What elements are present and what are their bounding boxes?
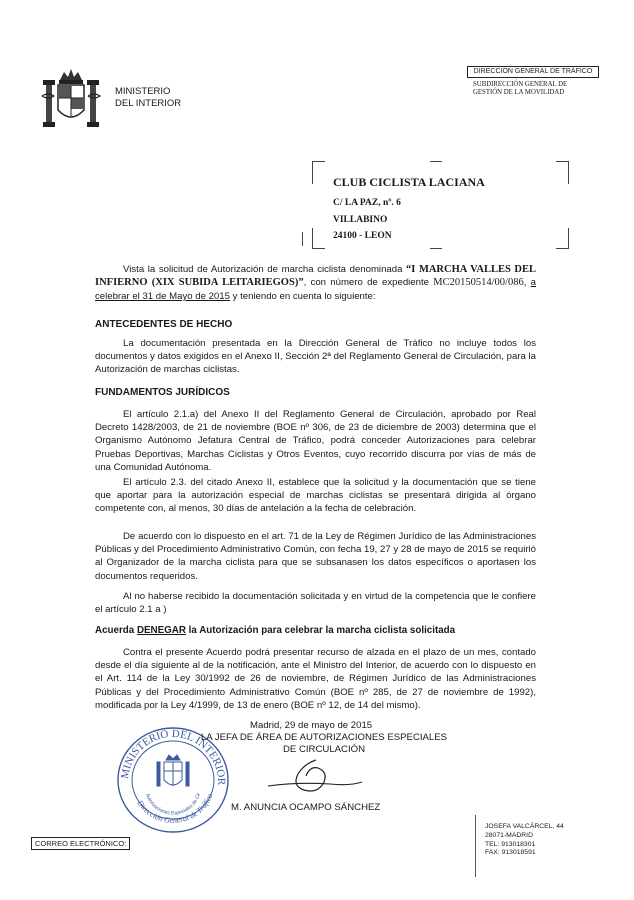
- ministry-line-1: MINISTERIO: [115, 86, 171, 97]
- email-label: CORREO ELECTRÓNICO:: [35, 839, 127, 848]
- fundamentos-paragraph-4: Al no haberse recibido la documentación solicitada y en virtud de la competencia que le confiere el artículo 2.1 a ): [95, 591, 536, 616]
- contact-block: [485, 823, 564, 858]
- fax-number: FAX: 913018591: [485, 849, 536, 857]
- fundamentos-paragraph-2: El artículo 2.3. del citado Anexo II, establece que la solicitud y la documentación que se tiene que aportar para la autorización especial de marchas ciclistas se presentará dirigida al órgano competente con, al menos, 30 días de antelación a la fecha de celebración.: [95, 477, 536, 515]
- dgt-box: [467, 66, 599, 78]
- intro-text-3: ,: [523, 277, 531, 289]
- fundamentos-paragraph-1: El artículo 2.1.a) del Anexo II del Reglamento General de Circulación, aprobado por Real Decreto 1428/2003, de 21 de noviembre (BOE nº 306, de 23 de diciembre de 2003) determina que el Organismo Autónomo Jefatura Central de Tráfico, podrá conceder Autorizaciones para celebrar Pruebas Deportivas, Marchas Ciclistas y Otros Eventos, cuyo recorrido discurra por vías de más de una Comunidad Autónoma.: [95, 409, 536, 473]
- intro-text-1: Vista la solicitud de Autorización de marcha ciclista denominada: [123, 264, 407, 275]
- coat-of-arms-icon: [40, 66, 102, 132]
- phone-number: TEL: 913018301: [485, 840, 536, 848]
- email-box: [31, 837, 130, 850]
- window-mark-bottom: [430, 248, 442, 249]
- antecedentes-heading: ANTECEDENTES DE HECHO: [95, 319, 233, 330]
- signatory-role-line-2: DE CIRCULACIÓN: [282, 743, 366, 755]
- decision-post: la Autorización para celebrar la marcha ciclista solicitada: [185, 625, 456, 636]
- decision-pre: Acuerda: [95, 625, 137, 636]
- event-date: a celebrar el 31 de Mayo de 2015: [95, 277, 536, 302]
- event-name: “I MARCHA VALLES DEL INFIERNO (XIX SUBIDA LEITARIEGOS)”: [95, 264, 536, 289]
- stamp-bottom-text: Dirección General de Tráfico: [135, 792, 215, 825]
- signatory-name: M. ANUNCIA OCAMPO SÁNCHEZ: [231, 802, 381, 813]
- subdirection-line-1: SUBDIRECCIÓN GENERAL DE: [473, 81, 568, 88]
- stamp-inner-text: Autorizaciones Especiales de Cir: [144, 792, 203, 817]
- intro-text-2: , con número de expediente: [303, 277, 434, 289]
- expediente-number: MC20150514/00/086: [433, 277, 524, 289]
- footer-divider: [475, 815, 476, 877]
- signatory-role: [174, 732, 474, 755]
- address-line-2: 28071-MADRID: [485, 831, 533, 839]
- recipient-postal: 24100 - LEON: [333, 231, 392, 241]
- antecedentes-paragraph: La documentación presentada en la Dirección General de Tráfico no incluye todos los documentos y datos exigidos en el Anexo II, Sección 2ª del Reglamento General de Circulación, para la Autorización de marchas ciclistas.: [95, 338, 536, 376]
- decision-line: [95, 625, 455, 636]
- fundamentos-heading: FUNDAMENTOS JURÍDICOS: [95, 387, 230, 398]
- stamp-coat-of-arms-icon: [157, 755, 189, 786]
- recipient-address: [333, 195, 401, 245]
- address-line-1: JOSEFA VALCÁRCEL, 44: [485, 823, 564, 830]
- appeal-paragraph: Contra el presente Acuerdo podrá presentar recurso de alzada en el plazo de un mes, contado desde el día siguiente al de la notificación, ante el Ministro del Interior, de acuerdo con lo dispuesto en el Art. 114 de la Ley 30/1992 de 26 de noviembre, de Régimen Jurídico de las Administraciones Públicas y del Procedimiento Administrativo Común (BOE nº 285, de 27 de noviembre de 1992), modificada por la Ley 4/1999, de 13 de enero (BOE nº 12, de 14 del mismo).: [95, 647, 536, 711]
- ministry-line-2: DEL INTERIOR: [115, 98, 182, 109]
- window-corner-bl: [312, 228, 325, 249]
- window-corner-br: [556, 228, 569, 249]
- ministry-name: [115, 86, 181, 110]
- recipient-street: C/ LA PAZ, nº. 6: [333, 198, 401, 208]
- stamp-outer-text: MINISTERIO DEL INTERIOR: [118, 727, 228, 786]
- recipient-city: VILLABINO: [333, 214, 388, 225]
- recipient-name: CLUB CICLISTA LACIANA: [333, 175, 485, 189]
- window-mark-left: [302, 232, 303, 246]
- fundamentos-paragraph-3: De acuerdo con lo dispuesto en el art. 71 de la Ley de Régimen Jurídico de las Administraciones Públicas y del Procedimiento Administrativo Común, con fecha 19, 27 y 28 de mayo de 2015 se requirió al Organizador de la marcha ciclista para que se subsanasen los datos específicos o aportasen los documentos requeridos.: [95, 531, 536, 582]
- subdirection-line-2: GESTIÓN DE LA MOVILIDAD: [473, 89, 565, 96]
- window-mark-top: [430, 161, 442, 162]
- signatory-role-line-1: LA JEFA DE ÁREA DE AUTORIZACIONES ESPECIALES: [200, 732, 448, 743]
- handwritten-signature: [258, 756, 368, 800]
- decision-verb: DENEGAR: [136, 625, 186, 636]
- window-corner-tr: [556, 161, 569, 184]
- window-corner-tl: [312, 161, 325, 184]
- intro-paragraph: [95, 263, 536, 303]
- intro-text-4: y teniendo en cuenta lo siguiente:: [229, 290, 376, 302]
- subdirection-label: [473, 81, 567, 97]
- dgt-label: DIRECCIÓN GENERAL DE TRÁFICO: [473, 68, 593, 75]
- signature-date: Madrid, 29 de mayo de 2015: [250, 720, 373, 731]
